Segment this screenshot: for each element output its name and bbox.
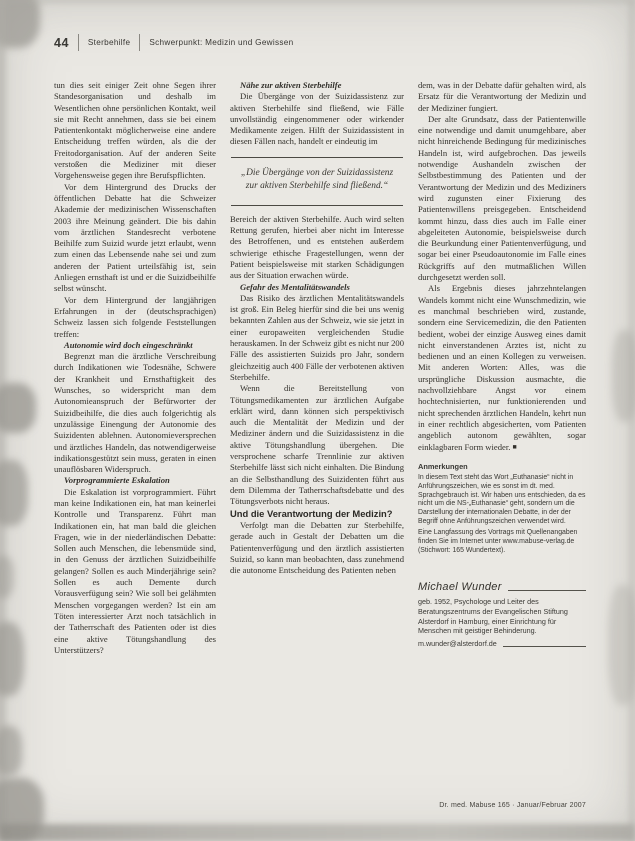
text-column-1 [54,80,216,656]
paragraph: Die Übergänge von der Suizidassistenz zur aktiven Sterbehilfe sind fließend, wie Fälle unvollständig eingenommener oder wirkender Medikamente zeigen. Hilft der Suizidassistent in diesen Fällen nach, handelt er eindeutig im [230,91,404,147]
scan-artifact [608,585,635,705]
author-bio: geb. 1952, Psychologe und Leiter des Beratungszentrums der Evangelischen Stiftung Alsterdorf in Hamburg, einer Einrichtung für Menschen mit geistiger Behinderung. [418,597,568,636]
scan-artifact [612,330,635,422]
notes-section [418,463,586,556]
paragraph: Bereich der aktiven Sterbehilfe. Auch wird selten Rettung gerufen, hierbei aber nicht im Interesse des Betroffenen, und es entstehen außerdem schwierige ethische Fragestellungen, wenn der Patient beispielsweise mit starken Schädigungen aus der Situation erwachen würde. [230,213,404,281]
paragraph: Der alte Grundsatz, dass der Patientenwille eine notwendige und damit unumgehbare, aber nicht hinreichende Bedingung für medizinisches Handeln ist, wird aufgebrochen. Das jeweils notwendige Aushandeln zwischen der Selbstbestimmung des Patienten und der Verantwortung der Medizin und des Mediziners wird zugunsten einer Fixierung des Patientenwillens preisgegeben. Entscheidend kommt hinzu, dass dies auch im Falle einer abgeleiteten Autonomie, beispielsweise durch die Beurkundung einer Patientenverfügung, und sogar bei einer Pseudoautonomie im Falle eines Rückgriffs auf den mutmaßlichen Willen durchgesetzt werden soll. [418,113,586,283]
paragraph: Vor dem Hintergrund der langjährigen Erfahrungen in der (deutschsprachigen) Schweiz lassen sich folgende Feststellungen treffen: [54,294,216,339]
pull-quote [231,157,403,206]
article-end-mark: ■ [512,442,517,451]
section-title: Sterbehilfe [87,38,131,47]
rule [508,590,586,591]
rubric-title: Schwerpunkt: Medizin und Gewissen [149,38,294,47]
paragraph: Wenn die Bereitstellung von Tötungsmedikamenten zur ärztlichen Aufgabe erklärt wird, dann können sich perspektivisch auch die Mentalität der Medizin und der Mediziner ändern und die Suizidassistenz in die aktive Tötungshandlung übergehen. Die versprochene scharfe Trennlinie zur aktiven Sterbehilfe lässt sich nicht einhalten. Die Bindung an die Selbsthandlung des Suizidenten führt aus dem Dilemma der Tatherrschaftsdebatte und des Tötungsverbots nicht heraus. [230,383,404,507]
scan-artifact [0,556,14,598]
journal-footer: Dr. med. Mabuse 165 · Januar/Februar 2007 [439,802,586,809]
text-column-3 [418,80,586,649]
scan-artifact [0,460,28,526]
author-block [418,582,586,649]
note: In diesem Text steht das Wort „Euthanasie“ nicht in Anführungszeichen, wie es sonst im dt. med. Sprachgebrauch ist. Wir haben uns entschieden, da es nicht um die NS-„Euthanasie“ geht, sondern um die Darstellung der internationalen Debatte, in der der Begriff ohne Anführungszeichen verwendet wird. [418,473,586,526]
paragraph: dem, was in der Debatte dafür gehalten wird, als Ersatz für die Verantwortung der Medizin und der Mediziner fungiert. [418,80,586,113]
scan-artifact [0,0,40,48]
paragraph: Das Risiko des ärztlichen Mentalitätswandels ist groß. Ein Beleg hierfür sind die bei uns wenig bekannten Zahlen aus der Schweiz, wie sie jetzt in einer europaweiten vergleichenden Studie herauskamen. In der Schweiz gibt es nicht nur 200 Fälle des assistierten Suizids pro Jahr, sondern gleichzeitig auch 400 Fälle der verbotenen aktiven Sterbehilfe. [230,292,404,382]
scan-artifact [0,0,635,4]
header-divider [78,34,79,51]
paragraph: tun dies seit einiger Zeit ohne Segen ihrer Standesorganisation und deshalb im Wesentlichen ohne persönlichen Kontakt, weil sie mit Recht annehmen, dass sie bei einem Patientenkontakt möglicherweise eine andere Entscheidung treffen würden, als die der Freitodorganisation. Auf der anderen Seite verstoßen die Mediziner mit dieser Vorgehensweise gegen ihre Berufspflichten. [54,80,216,181]
subheading: Vorprogrammierte Eskalation [64,475,170,486]
scan-artifact [0,622,24,696]
paragraph: Vor dem Hintergrund des Drucks der öffentlichen Debatte hat die Schweizer Akademie der medizinischen Wissenschaften 2003 ihre Meinung geändert. Die bis dahin vom ärztlichen Standesrecht verbotene Beihilfe zum Suizid wurde jetzt erlaubt, wenn zum einen das Lebensende nahe sei und zum anderen der Patient urteilsfähig ist, sein Anliegen ernsthaft ist und er die Suizidbeihilfe selbst wünscht. [54,181,216,294]
scan-artifact [0,824,635,841]
header-divider [139,34,140,51]
author-name-row [418,582,586,593]
subheading: Autonomie wird doch eingeschränkt [64,339,193,350]
section-heading: Und die Verantwortung der Medizin? [230,507,393,519]
scan-artifact [0,726,22,776]
page-header [54,34,294,51]
page-number: 44 [54,35,69,50]
author-email: m.wunder@alsterdorf.de [418,638,497,648]
paragraph: Begrenzt man die ärztliche Verschreibung durch Indikationen wie Todesnähe, Schwere der Krankheit und Ernsthaftigkeit des Wunsches, so widerspricht man dem Autonomieanspruch der Befürworter der Suizidbeihilfe, die dies auch folgerichtig als unzulässige Einengung der Autonomie des Suizidenten ablehnen. Autonomieversprechen und ärztliches Handeln, das notwendigerweise indikationsgestützt sein muss, geraten in einen unauflösbaren Widerspruch. [54,351,216,475]
author-email-row [418,638,586,649]
text-column-2 [230,80,404,576]
note: Eine Langfassung des Vortrags mit Quellenangaben finden Sie im Internet unter www.mabuse-verlag.de (Stichwort: 165 Wundertext). [418,529,578,554]
paragraph: Verfolgt man die Debatten zur Sterbehilfe, gerade auch in Gestalt der Debatten um die Patientenverfügung und den ärztlich assistierten Suizid, so kann man beobachten, dass zunehmend die autonome Entscheidung des Patienten neben [230,520,404,576]
subheading: Nähe zur aktiven Sterbehilfe [240,80,342,90]
scan-artifact [0,383,36,433]
paragraph: Die Eskalation ist vorprogrammiert. Führt man keine Indikationen ein, hat man keinerlei Kontrolle und Transparenz. Führt man Indikationen ein, hat man bald die gleichen Fragen, wie in der niederländischen Debatte: Sollen auch Menschen, die lebensmüde sind, in den Genuss der ärztlichen Suizidbeihilfe gelangen? Sollen es auch Minderjährige sein? Sollen es auch Demente durch Vorausverfügung sein? Wie soll bei gelähmten Menschen vorgegangen werden? Ist ein am Töten interessierter Arzt noch tatsächlich in der Tatherrschaft des Patienten oder ist dies eine aktive Tötungshandlung des Unterstützers? [54,486,216,655]
paragraph [418,283,586,452]
pull-quote-text: „Die Übergänge von der Suizidassistenz zur aktiven Sterbehilfe sind fließend.“ [240,167,394,192]
subheading: Gefahr des Mentalitätswandels [240,281,350,292]
author-name: Michael Wunder [418,580,502,593]
rule [503,646,586,647]
paragraph-text: Als Ergebnis dieses jahrzehntelangen Wandels kommt nicht eine Wunschmedizin, wie es manchmal beschrieben wird, zustande, sondern eine Servicemedizin, die den Patienten bedient, wobei der einzige Ausweg eines damit nicht einverstandenen Arztes ist, nicht zu bedienen und an einen Kollegen zu verweisen. Mit anderen Worten: Alles, was die ursprüngliche Diskussion ausmachte, die nachvollziehbare Angst vor einem hochtechnisierten, nur funktionierenden und nicht sprechenden ärztlichen Handeln, kehrt nun in einer rechtlich abgesicherten, vom Patienten angeblich autonom gewählten, sogar einklagbaren Form wieder. [418,283,586,452]
notes-heading: Anmerkungen [418,461,468,471]
